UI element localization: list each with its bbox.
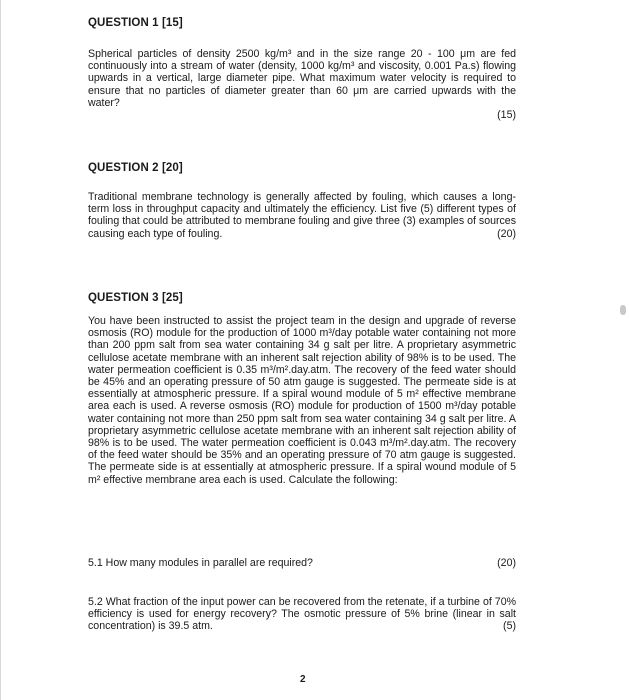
question-3-heading: QUESTION 3 [25]: [88, 292, 183, 304]
question-3-sub1: [88, 557, 516, 569]
question-3-sub2-marks: (5): [503, 620, 516, 632]
question-3-sub2: [88, 596, 516, 633]
page-number: 2: [300, 674, 306, 685]
question-3-sub1-marks: (20): [497, 557, 516, 569]
question-2-text: Traditional membrane technology is generally affected by fouling, which causes a long-term loss in throughput capacity and ultimately the efficiency. List five (5) different types of fouling that could be attributed to membrane fouling and give three (3) examples of sources causing each type of fouling.: [88, 191, 516, 240]
question-1-text: Spherical particles of density 2500 kg/m³ and in the size range 20 - 100 μm are fed continuously into a stream of water (density, 1000 kg/m³ and viscosity, 0.001 Pa.s) flowing upwards in a vertical, large diameter pipe. What maximum water velocity is required to ensure that no particles of diameter greater than 60 μm are carried upwards with the water?: [88, 48, 516, 109]
question-1-marks: (15): [497, 109, 516, 121]
question-3-text: You have been instructed to assist the project team in the design and upgrade of reverse osmosis (RO) module for the production of 1000 m³/day potable water containing not more than 200 ppm salt from sea water containing 34 g salt per litre. A proprietary asymmetric cellulose acetate membrane with an inherent salt rejection ability of 98% is to be used. The water permeation coefficient is 0.35 m³/m².day.atm. The recovery of the feed water should be 45% and an operating pressure of 50 atm gauge is suggested. The permeate side is at essentially at atmospheric pressure. If a spiral wound module of 5 m² effective membrane area each is used. A reverse osmosis (RO) module for production of 1500 m³/day potable water containing not more than 250 ppm salt from sea water containing 34 g salt per litre. A proprietary asymmetric cellulose acetate membrane with an inherent salt rejection ability of 98% is to be used. The water permeation coefficient is 0.043 m³/m².day.atm. The recovery of the feed water should be 35% and an operating pressure of 70 atm gauge is suggested. The permeate side is at essentially at atmospheric pressure. If a spiral wound module of 5 m² effective membrane area each is used. Calculate the following:: [88, 315, 516, 486]
scrollbar-thumb[interactable]: [620, 305, 626, 315]
question-3-body: [88, 315, 516, 486]
question-2-body: [88, 191, 516, 240]
question-2-marks: (20): [497, 228, 516, 240]
question-1-body: [88, 48, 516, 109]
question-3-sub1-text: 5.1 How many modules in parallel are required?: [88, 557, 313, 569]
question-3-sub2-text: 5.2 What fraction of the input power can be recovered from the retenate, if a turbine of 70% efficiency is used for energy recovery? The osmotic pressure of 5% brine (linear in salt concentration) is 39.5 atm.: [88, 596, 516, 633]
question-2-heading: QUESTION 2 [20]: [88, 162, 183, 174]
question-1-heading: QUESTION 1 [15]: [88, 17, 183, 29]
